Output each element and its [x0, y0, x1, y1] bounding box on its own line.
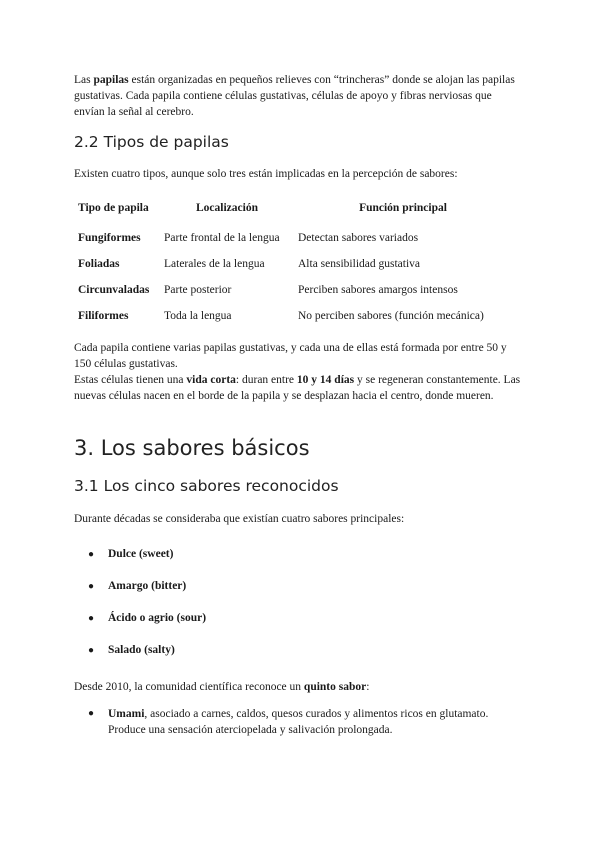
table-cell-location: Parte posterior [164, 284, 232, 296]
basic-tastes-list [74, 538, 206, 666]
list-item-label: Amargo (bitter) [108, 580, 187, 592]
lifespan-bold-vida-corta: vida corta [186, 374, 236, 386]
intro-text-start: Las [74, 74, 94, 86]
list-item-label: Dulce (sweet) [108, 548, 174, 560]
list-item [74, 634, 206, 666]
list-item-label: Salado (salty) [108, 644, 175, 656]
section-3-heading: 3. Los sabores básicos [74, 436, 310, 460]
section-2-2-intro: Existen cuatro tipos, aunque solo tres están implicadas en la percepción de sabores: [74, 168, 458, 180]
table-cell-location: Laterales de la lengua [164, 258, 265, 270]
lifespan-text-c: : duran entre [235, 374, 297, 386]
section-3-1-heading: 3.1 Los cinco sabores reconocidos [74, 477, 339, 495]
section-3-1-intro: Durante décadas se consideraba que existían cuatro sabores principales: [74, 513, 405, 525]
table-cell-type: Circunvaladas [78, 284, 150, 296]
intro-paragraph [74, 72, 524, 120]
table-row [74, 277, 512, 303]
list-item-label: Ácido o agrio (sour) [108, 612, 207, 624]
fifth-taste-text-a: Desde 2010, la comunidad científica reconoce un [74, 681, 304, 693]
table-cell-type: Foliadas [78, 258, 120, 270]
list-item [74, 602, 206, 634]
umami-bold-name: Umami [108, 708, 145, 720]
cells-paragraph: Cada papila contiene varias papilas gustativas, y cada una de ellas está formada por entre 50 y 150 células gustativas. [74, 342, 507, 370]
section-2-2-heading: 2.2 Tipos de papilas [74, 133, 229, 151]
lifespan-text-e: y se regeneran constantemente. Las nuevas células nacen en el borde de la papila y se desplazan hacia el centro, donde mueren. [74, 374, 521, 402]
umami-description: , asociado a carnes, caldos, quesos curados y alimentos ricos en glutamato. Produce una sensación aterciopelada y salivación prolongada. [108, 708, 489, 736]
lifespan-bold-days: 10 y 14 días [296, 374, 355, 386]
bullet-icon: ● [88, 644, 95, 656]
table-row [74, 225, 512, 251]
fifth-taste-paragraph [74, 679, 524, 695]
list-item [74, 538, 206, 570]
table-header-type: Tipo de papila [78, 202, 149, 214]
table-cell-location: Parte frontal de la lengua [164, 232, 280, 244]
table-cell-function: Alta sensibilidad gustativa [298, 258, 421, 270]
table-cell-function: Detectan sabores variados [298, 232, 419, 244]
bullet-icon: ● [88, 548, 95, 560]
lifespan-paragraph [74, 372, 529, 404]
table-row [74, 251, 512, 277]
list-item [74, 570, 206, 602]
table-header-function: Función principal [359, 202, 447, 214]
fifth-taste-bold: quinto sabor [303, 681, 367, 693]
umami-text [108, 706, 518, 738]
table-cell-function: No perciben sabores (función mecánica) [298, 310, 484, 322]
bullet-icon: ● [88, 580, 95, 592]
intro-bold-papilas: papilas [93, 74, 129, 86]
table-header-row [74, 200, 512, 225]
table-row [74, 303, 512, 329]
table-cell-function: Perciben sabores amargos intensos [298, 284, 458, 296]
umami-list [74, 706, 524, 738]
table-header-location: Localización [196, 202, 258, 214]
table-cell-type: Filiformes [78, 310, 129, 322]
intro-text-end: están organizadas en pequeños relieves con “trincheras” donde se alojan las papilas gustativas. Cada papila contiene células gustativas, células de apoyo y fibras nerviosas que envían la señal al cerebro. [74, 74, 515, 118]
table-cell-type: Fungiformes [78, 232, 141, 244]
list-item [74, 706, 524, 738]
table-cell-location: Toda la lengua [164, 310, 232, 322]
fifth-taste-text-c: : [366, 681, 370, 693]
bullet-icon: ● [88, 708, 95, 719]
papilas-table [74, 200, 512, 329]
lifespan-text-a: Estas células tienen una [74, 374, 187, 386]
bullet-icon: ● [88, 612, 95, 624]
